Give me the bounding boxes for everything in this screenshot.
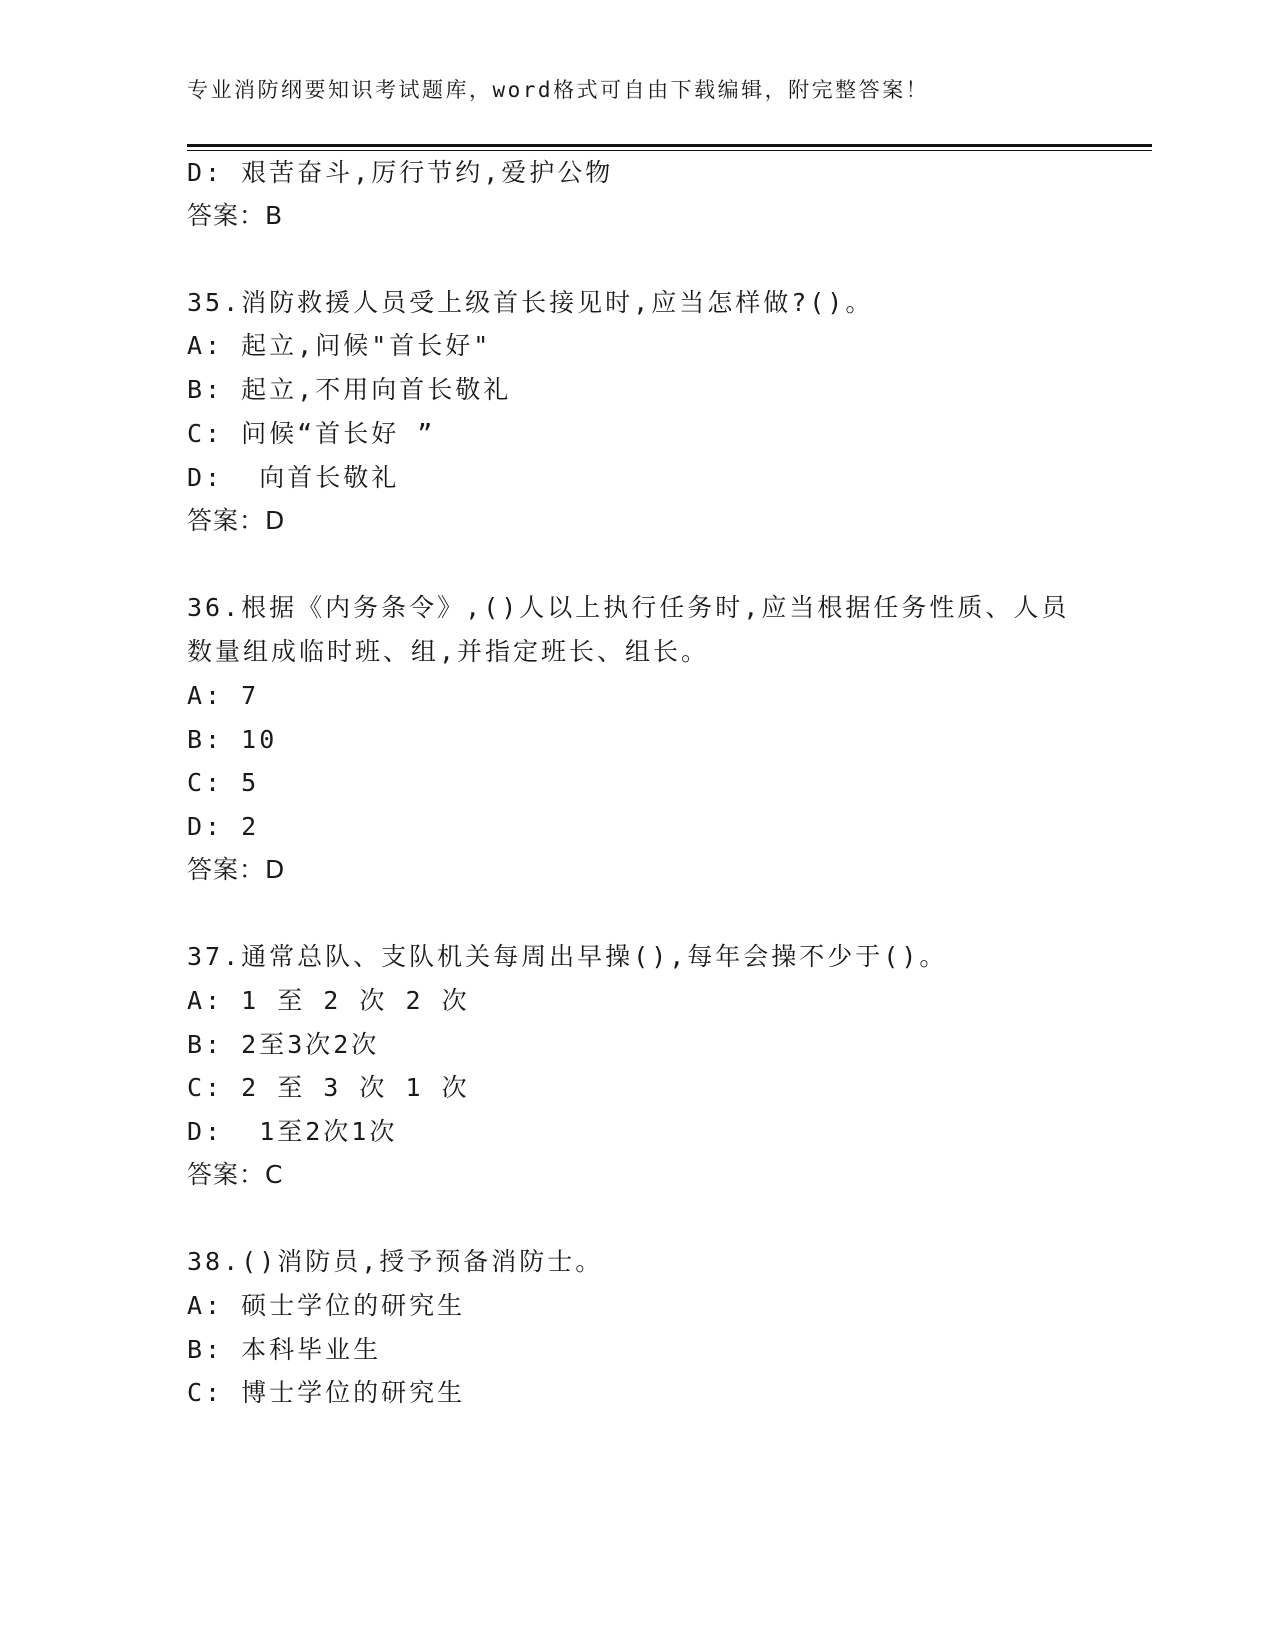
- prev-option-d: D: 艰苦奋斗,厉行节约,爱护公物: [187, 158, 614, 187]
- q35-option-b: B: 起立,不用向首长敬礼: [187, 375, 512, 404]
- page-header: 专业消防纲要知识考试题库，word格式可自由下载编辑，附完整答案！: [187, 78, 930, 102]
- q37-option-d: D: 1至2次1次: [187, 1117, 398, 1146]
- q36-option-c: C: 5: [187, 768, 260, 797]
- header-rule-thin: [187, 150, 1152, 151]
- q36-question-line2: 数量组成临时班、组,并指定班长、组长。: [187, 637, 710, 666]
- q35-option-a: A: 起立,问候"首长好": [187, 331, 492, 360]
- prev-answer: 答案：B: [187, 201, 284, 230]
- q35-answer: 答案：D: [187, 506, 286, 535]
- q38-option-c: C: 博士学位的研究生: [187, 1378, 466, 1407]
- q35-option-d: D: 向首长敬礼: [187, 463, 400, 492]
- q36-option-a: A: 7: [187, 681, 260, 710]
- header-rule-thick: [187, 144, 1152, 147]
- q37-option-a: A: 1 至 2 次 2 次: [187, 986, 470, 1015]
- q36-question-line1: 36.根据《内务条令》,()人以上执行任务时,应当根据任务性质、人员: [187, 593, 1070, 622]
- q37-answer: 答案：C: [187, 1160, 284, 1189]
- q36-option-b: B: 10: [187, 725, 278, 754]
- q37-option-b: B: 2至3次2次: [187, 1030, 380, 1059]
- q37-question: 37.通常总队、支队机关每周出早操(),每年会操不少于()。: [187, 942, 948, 971]
- q36-option-d: D: 2: [187, 812, 260, 841]
- q38-question: 38.()消防员,授予预备消防士。: [187, 1247, 604, 1276]
- q35-option-c: C: 问候“首长好 ”: [187, 419, 436, 448]
- q36-answer: 答案：D: [187, 855, 286, 884]
- q38-option-a: A: 硕士学位的研究生: [187, 1291, 466, 1320]
- q37-option-c: C: 2 至 3 次 1 次: [187, 1073, 470, 1102]
- q35-question: 35.消防救援人员受上级首长接见时,应当怎样做?()。: [187, 288, 874, 317]
- q38-option-b: B: 本科毕业生: [187, 1335, 382, 1364]
